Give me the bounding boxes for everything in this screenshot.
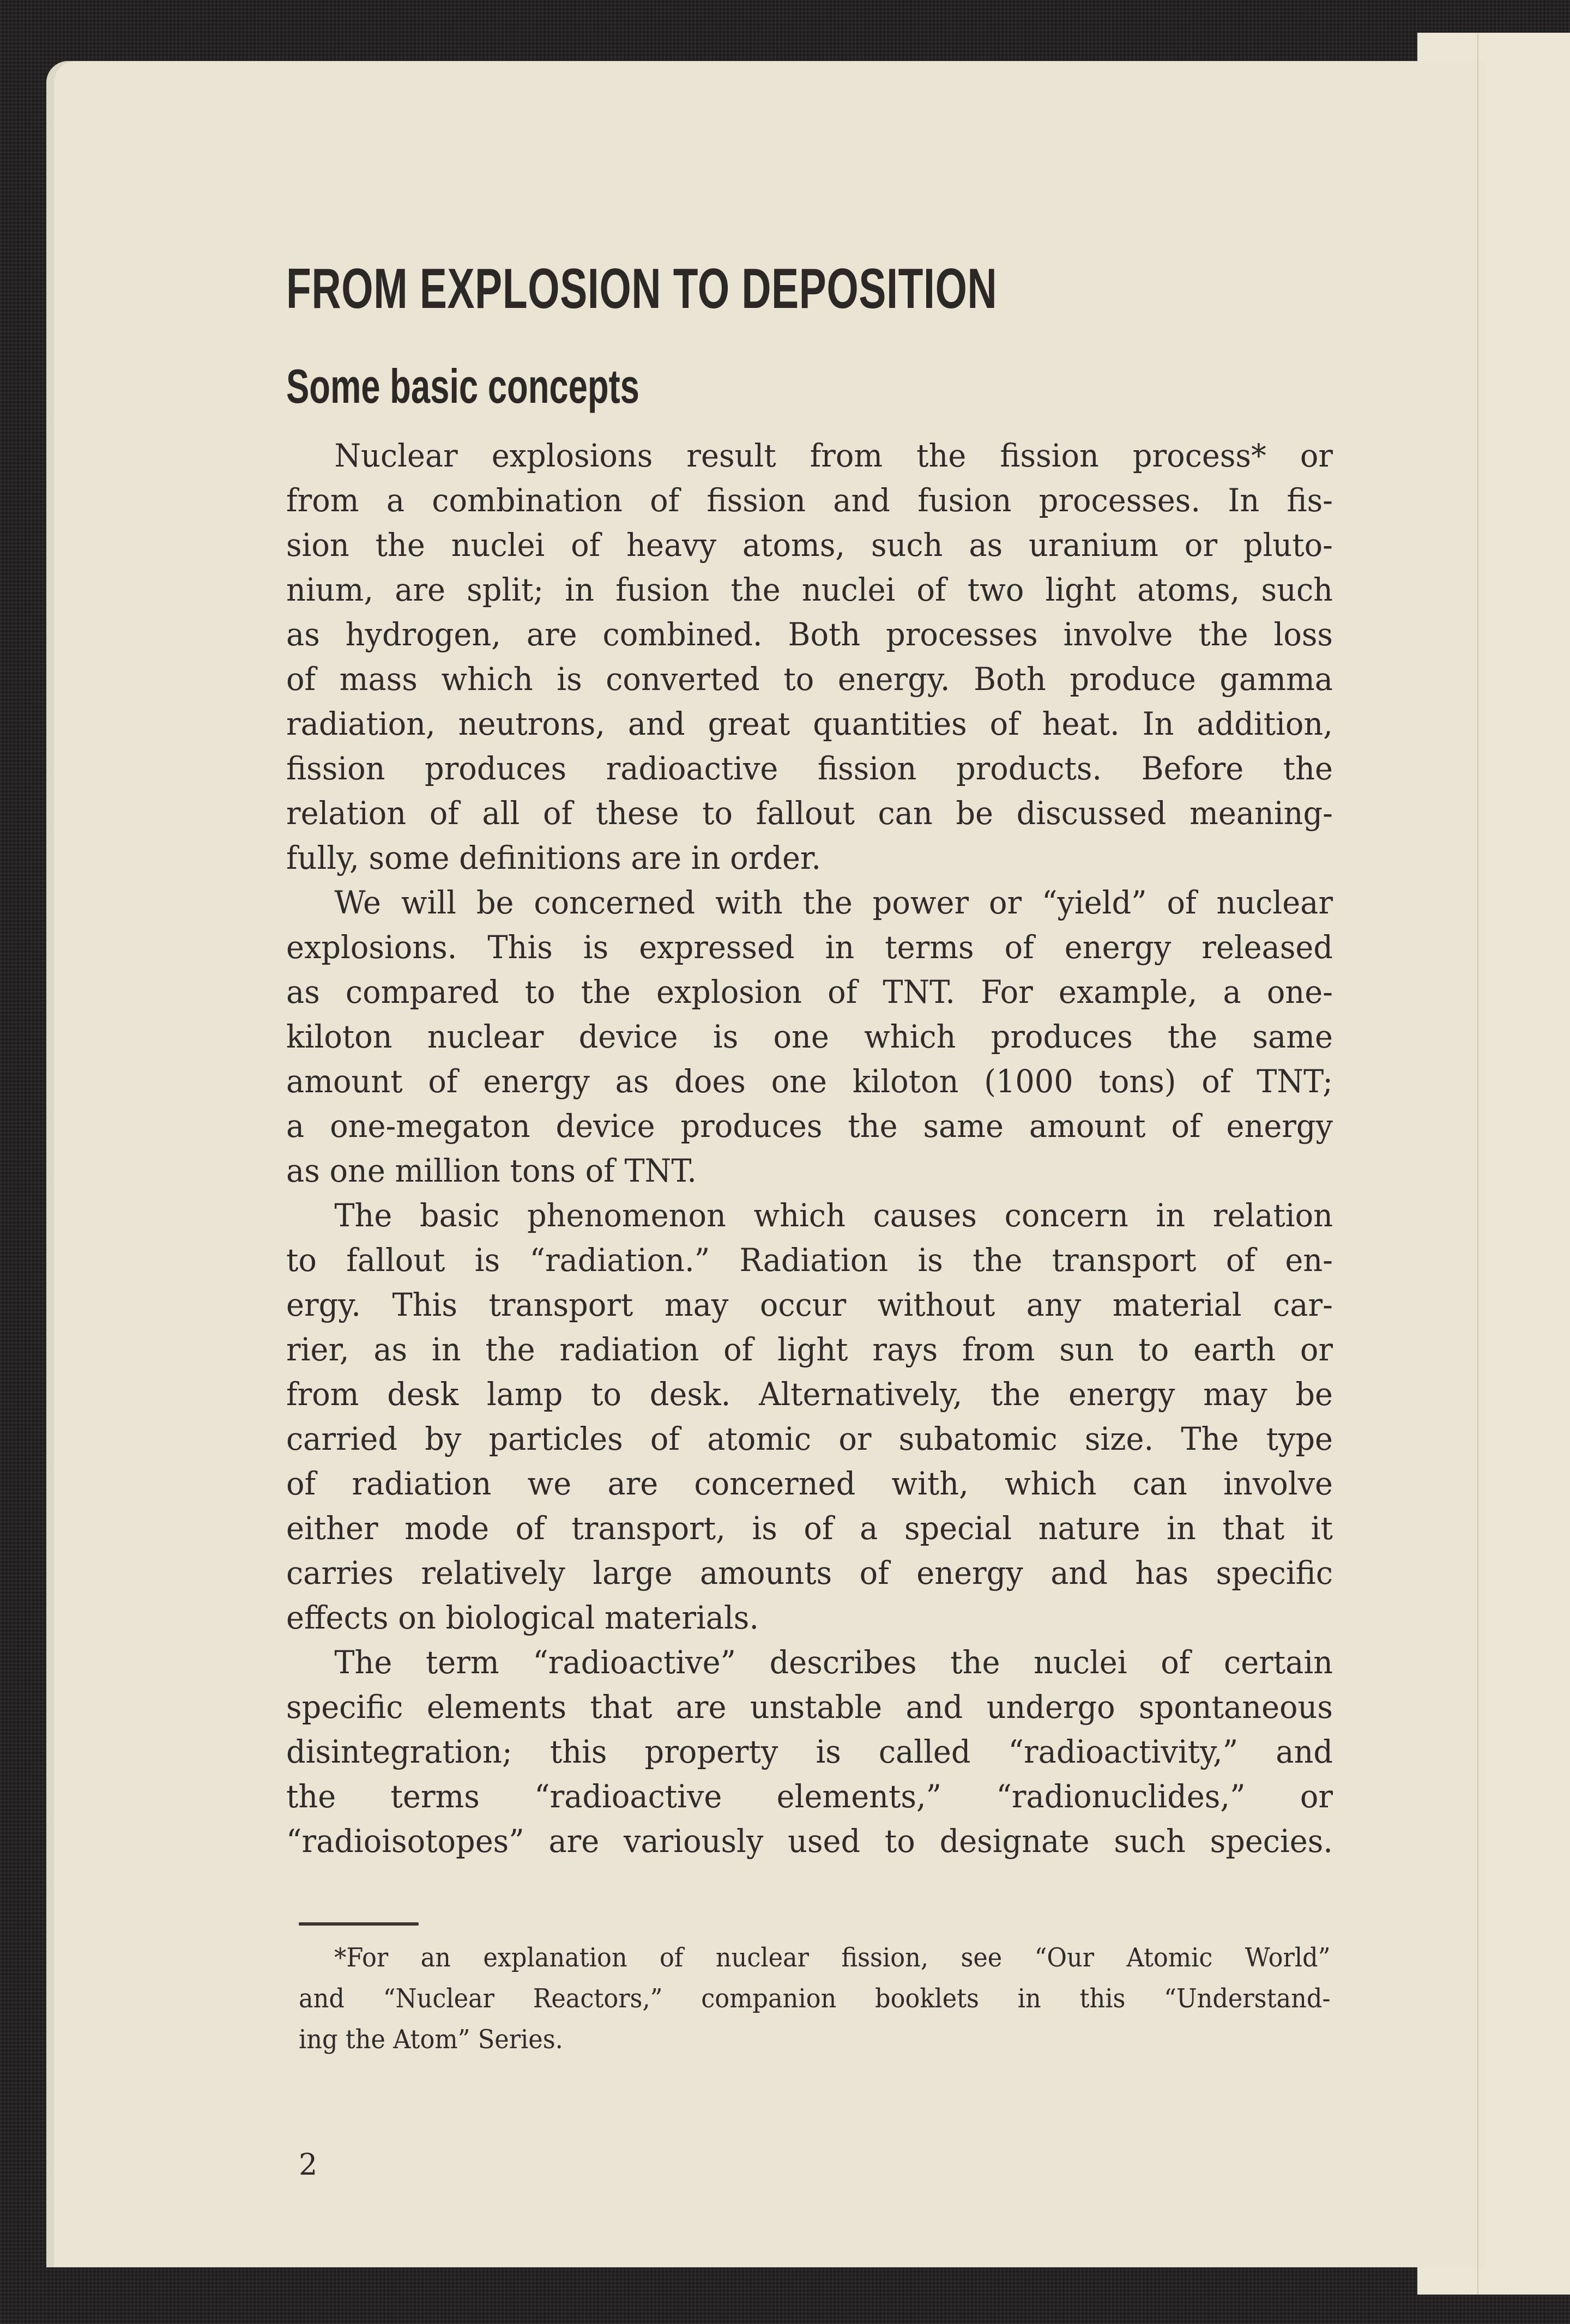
footnote-divider — [299, 1922, 419, 1926]
footnote-line: ing the Atom” Series. — [299, 2024, 563, 2055]
text-line: Nuclear explosions result from the fission process* or — [334, 437, 1333, 474]
text-line: disintegration; this property is called “radioactivity,” and — [286, 1733, 1333, 1770]
text-line: ergy. This transport may occur without any material car- — [286, 1286, 1333, 1323]
text-line: amount of energy as does one kiloton (1000 tons) of TNT; — [286, 1063, 1333, 1100]
text-line: rier, as in the radiation of light rays from sun to earth or — [286, 1331, 1333, 1368]
section-subheading: Some basic concepts — [286, 359, 639, 413]
text-line: effects on biological materials. — [286, 1599, 759, 1636]
text-line: fully, some definitions are in order. — [286, 839, 822, 876]
page-title: FROM EXPLOSION TO DEPOSITION — [286, 257, 998, 320]
text-line: carried by particles of atomic or subatomic size. The type — [286, 1420, 1333, 1457]
text-line: relation of all of these to fallout can be discussed meaning- — [286, 795, 1333, 832]
text-line: We will be concerned with the power or “yield” of nuclear — [334, 884, 1333, 921]
text-line: sion the nuclei of heavy atoms, such as uranium or pluto- — [286, 526, 1333, 564]
text-line: fission produces radioactive fission products. Before the — [286, 750, 1333, 787]
text-line: radiation, neutrons, and great quantities of heat. In addition, — [286, 705, 1333, 742]
paragraph — [286, 1193, 1333, 1640]
text-line: from desk lamp to desk. Alternatively, the energy may be — [286, 1376, 1333, 1413]
body-text — [286, 433, 1333, 1863]
text-line: from a combination of fission and fusion processes. In fis- — [286, 482, 1333, 519]
text-line: nium, are split; in fusion the nuclei of two light atoms, such — [286, 571, 1333, 608]
text-line: “radioisotopes” are variously used to designate such species. — [286, 1823, 1333, 1860]
page-fold — [1477, 33, 1478, 2295]
text-line: to fallout is “radiation.” Radiation is the transport of en- — [286, 1242, 1333, 1279]
text-line: of radiation we are concerned with, which can involve — [286, 1465, 1333, 1502]
paragraph — [286, 880, 1333, 1193]
footnote — [299, 1938, 1332, 2060]
text-line: explosions. This is expressed in terms of energy released — [286, 929, 1333, 966]
text-line: The basic phenomenon which causes concern in relation — [334, 1197, 1333, 1234]
footnote-line: and “Nuclear Reactors,” companion booklets in this “Understand- — [299, 1983, 1331, 2014]
footnote-line: *For an explanation of nuclear fission, see “Our Atomic World” — [334, 1942, 1331, 1973]
text-line: a one-megaton device produces the same amount of energy — [286, 1107, 1333, 1145]
paragraph — [286, 1640, 1333, 1863]
page-number: 2 — [299, 2147, 318, 2182]
text-line: as compared to the explosion of TNT. For example, a one- — [286, 973, 1333, 1010]
text-line: as one million tons of TNT. — [286, 1152, 697, 1189]
text-line: The term “radioactive” describes the nuclei of certain — [334, 1644, 1333, 1681]
text-line: carries relatively large amounts of energy and has specific — [286, 1554, 1333, 1591]
text-line: specific elements that are unstable and undergo spontaneous — [286, 1688, 1333, 1726]
paragraph — [286, 433, 1333, 880]
text-line: as hydrogen, are combined. Both processes involve the loss — [286, 616, 1333, 653]
text-line: kiloton nuclear device is one which produces the same — [286, 1018, 1333, 1055]
text-line: the terms “radioactive elements,” “radionuclides,” or — [286, 1778, 1333, 1815]
text-line: of mass which is converted to energy. Both produce gamma — [286, 661, 1333, 698]
text-line: either mode of transport, is of a special nature in that it — [286, 1510, 1333, 1547]
